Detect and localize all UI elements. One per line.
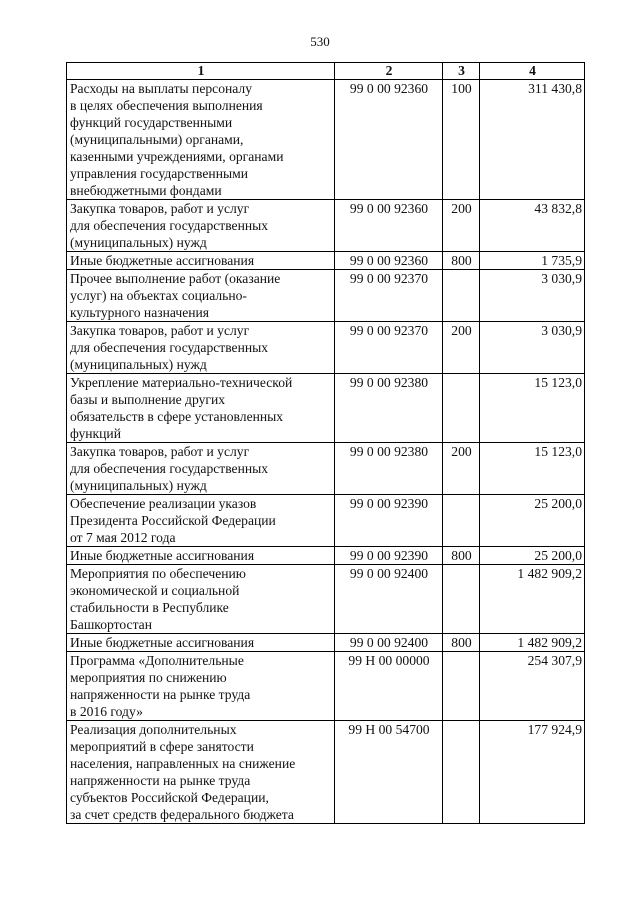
cell-amount: 1 482 909,2 bbox=[480, 565, 585, 634]
column-header-amount: 4 bbox=[480, 63, 585, 80]
cell-amount: 1 735,9 bbox=[480, 252, 585, 270]
table-row bbox=[67, 322, 585, 374]
cell-amount: 25 200,0 bbox=[480, 495, 585, 547]
table-row bbox=[67, 200, 585, 252]
cell-type bbox=[443, 565, 480, 634]
cell-name: Укрепление материально-технической базы и выполнение других обязательств в сфере установленных функций bbox=[67, 374, 335, 443]
cell-type bbox=[443, 270, 480, 322]
table-row bbox=[67, 565, 585, 634]
column-header-name: 1 bbox=[67, 63, 335, 80]
table-header-row bbox=[67, 63, 585, 80]
cell-name: Реализация дополнительных мероприятий в сфере занятости населения, направленных на снижение напряженности на рынке труда субъектов Российской Федерации, за счет средств федерального бюджета bbox=[67, 721, 335, 824]
table-row bbox=[67, 270, 585, 322]
table-row bbox=[67, 652, 585, 721]
cell-type: 800 bbox=[443, 252, 480, 270]
table-row bbox=[67, 547, 585, 565]
cell-type bbox=[443, 374, 480, 443]
cell-name: Закупка товаров, работ и услуг для обеспечения государственных (муниципальных) нужд bbox=[67, 322, 335, 374]
cell-amount: 25 200,0 bbox=[480, 547, 585, 565]
cell-name: Иные бюджетные ассигнования bbox=[67, 634, 335, 652]
table-row bbox=[67, 80, 585, 200]
column-header-type: 3 bbox=[443, 63, 480, 80]
cell-type bbox=[443, 721, 480, 824]
table-row bbox=[67, 495, 585, 547]
cell-code: 99 Н 00 54700 bbox=[335, 721, 443, 824]
cell-type bbox=[443, 495, 480, 547]
cell-code: 99 Н 00 00000 bbox=[335, 652, 443, 721]
cell-amount: 254 307,9 bbox=[480, 652, 585, 721]
cell-code: 99 0 00 92370 bbox=[335, 322, 443, 374]
cell-code: 99 0 00 92380 bbox=[335, 443, 443, 495]
cell-name: Расходы на выплаты персоналу в целях обеспечения выполнения функций государственными (муниципальными) органами, казенными учреждениями, органами управления государственными внебюджетными фондами bbox=[67, 80, 335, 200]
cell-name: Иные бюджетные ассигнования bbox=[67, 252, 335, 270]
cell-name: Программа «Дополнительные мероприятия по снижению напряженности на рынке труда в 2016 году» bbox=[67, 652, 335, 721]
table-row bbox=[67, 443, 585, 495]
cell-amount: 311 430,8 bbox=[480, 80, 585, 200]
cell-name: Прочее выполнение работ (оказание услуг) на объектах социально- культурного назначения bbox=[67, 270, 335, 322]
cell-code: 99 0 00 92390 bbox=[335, 495, 443, 547]
cell-amount: 15 123,0 bbox=[480, 374, 585, 443]
cell-amount: 43 832,8 bbox=[480, 200, 585, 252]
cell-name: Закупка товаров, работ и услуг для обеспечения государственных (муниципальных) нужд bbox=[67, 200, 335, 252]
cell-name: Мероприятия по обеспечению экономической и социальной стабильности в Республике Башкортостан bbox=[67, 565, 335, 634]
cell-type bbox=[443, 652, 480, 721]
cell-name: Иные бюджетные ассигнования bbox=[67, 547, 335, 565]
cell-type: 200 bbox=[443, 322, 480, 374]
cell-amount: 1 482 909,2 bbox=[480, 634, 585, 652]
budget-table bbox=[66, 62, 585, 824]
cell-type: 800 bbox=[443, 634, 480, 652]
page-number: 530 bbox=[310, 34, 330, 49]
cell-code: 99 0 00 92400 bbox=[335, 634, 443, 652]
cell-name: Закупка товаров, работ и услуг для обеспечения государственных (муниципальных) нужд bbox=[67, 443, 335, 495]
cell-code: 99 0 00 92400 bbox=[335, 565, 443, 634]
cell-type: 200 bbox=[443, 200, 480, 252]
cell-code: 99 0 00 92360 bbox=[335, 252, 443, 270]
column-header-code: 2 bbox=[335, 63, 443, 80]
table-row bbox=[67, 721, 585, 824]
cell-code: 99 0 00 92360 bbox=[335, 80, 443, 200]
cell-code: 99 0 00 92380 bbox=[335, 374, 443, 443]
cell-amount: 3 030,9 bbox=[480, 322, 585, 374]
cell-amount: 177 924,9 bbox=[480, 721, 585, 824]
table-row bbox=[67, 634, 585, 652]
table-row bbox=[67, 374, 585, 443]
cell-amount: 3 030,9 bbox=[480, 270, 585, 322]
cell-type: 100 bbox=[443, 80, 480, 200]
cell-code: 99 0 00 92390 bbox=[335, 547, 443, 565]
cell-code: 99 0 00 92370 bbox=[335, 270, 443, 322]
cell-name: Обеспечение реализации указов Президента Российской Федерации от 7 мая 2012 года bbox=[67, 495, 335, 547]
cell-type: 800 bbox=[443, 547, 480, 565]
cell-amount: 15 123,0 bbox=[480, 443, 585, 495]
table-row bbox=[67, 252, 585, 270]
cell-code: 99 0 00 92360 bbox=[335, 200, 443, 252]
cell-type: 200 bbox=[443, 443, 480, 495]
